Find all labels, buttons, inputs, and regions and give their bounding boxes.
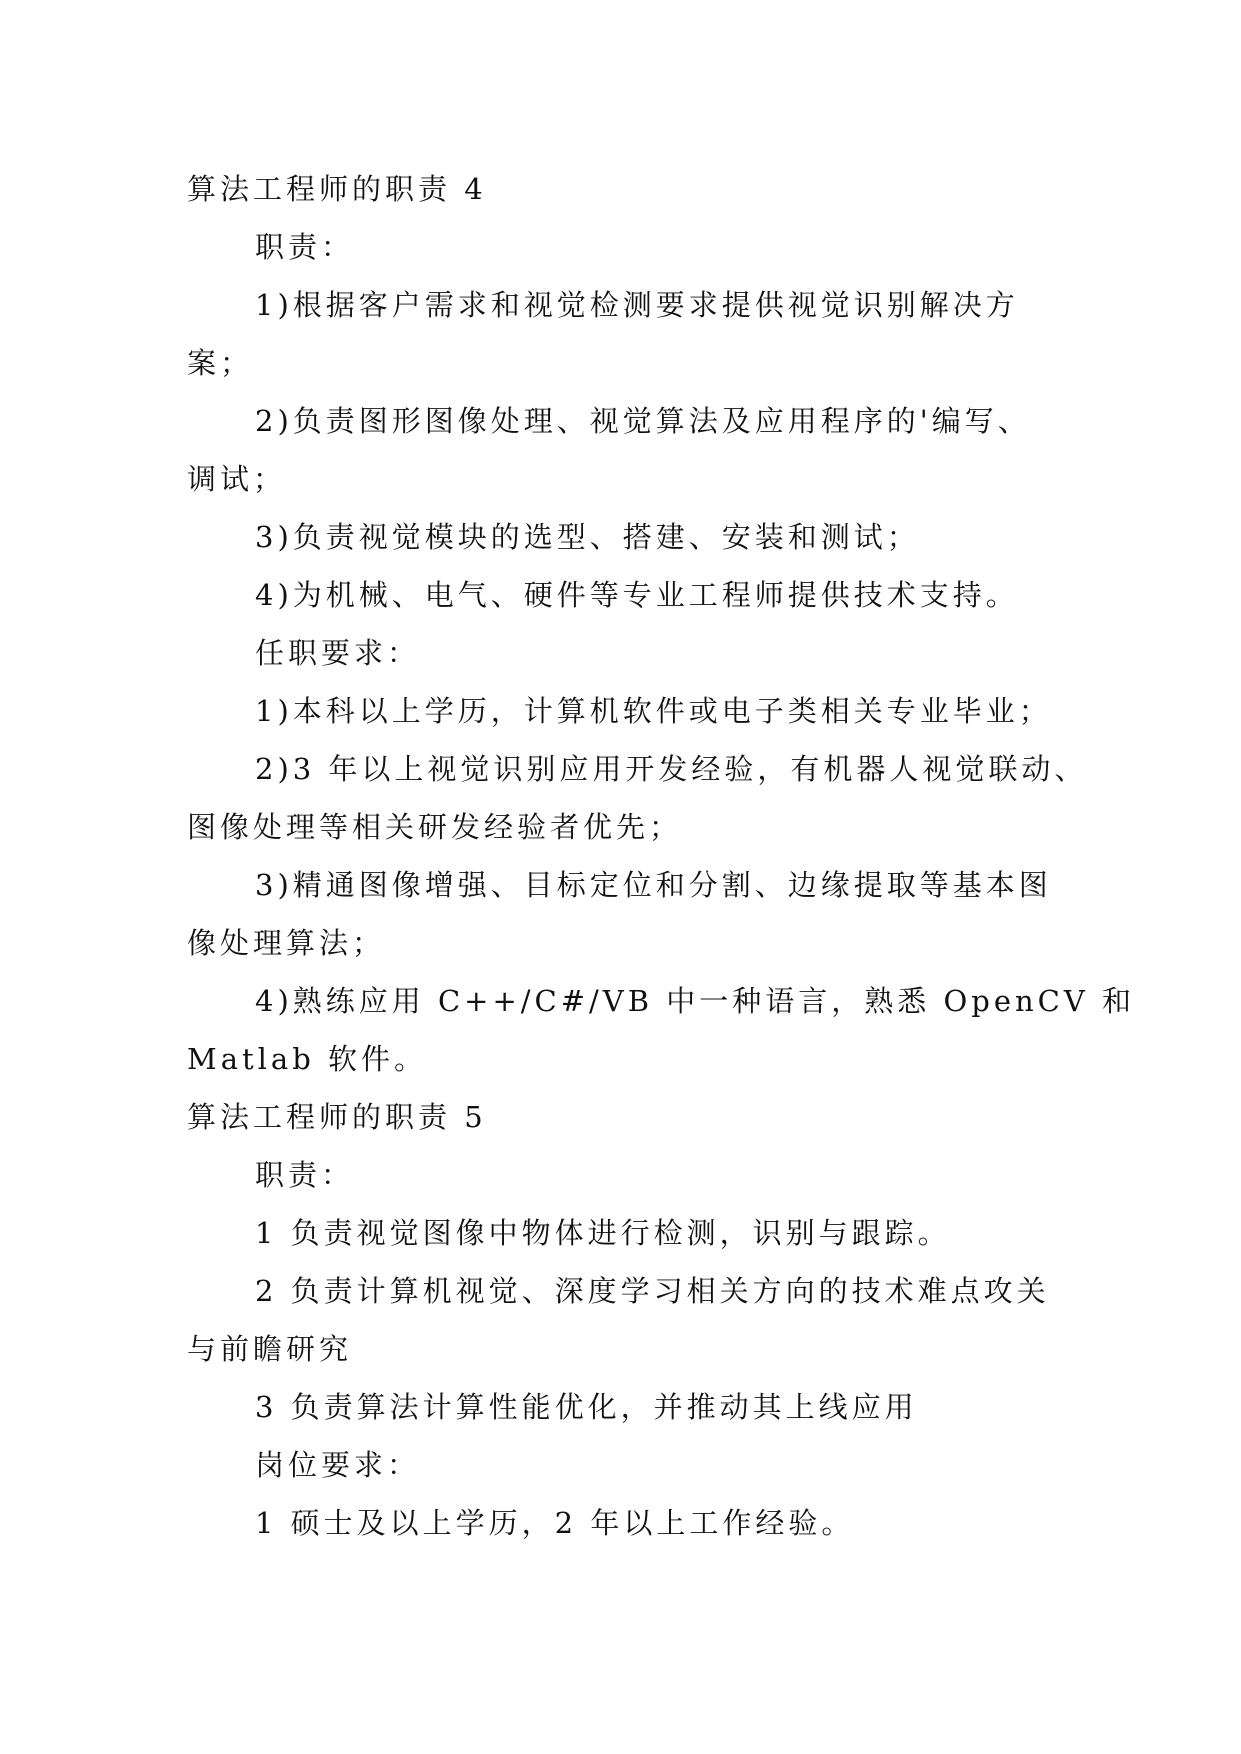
- section-heading: 算法工程师的职责 5: [187, 1100, 487, 1134]
- paragraph-line: 调试；: [187, 462, 287, 496]
- paragraph-line: 2 负责计算机视觉、深度学习相关方向的技术难点攻关: [255, 1274, 1050, 1308]
- section-label: 任职要求：: [255, 636, 421, 670]
- paragraph-line: 3 负责算法计算性能优化，并推动其上线应用: [255, 1390, 918, 1424]
- document-body: [187, 160, 1136, 1552]
- paragraph-line: 2)负责图形图像处理、视觉算法及应用程序的'编写、: [255, 404, 1031, 438]
- section-label: 职责：: [255, 230, 355, 264]
- paragraph-line: 1 硕士及以上学历，2 年以上工作经验。: [255, 1506, 855, 1540]
- paragraph-line: 1)本科以上学历，计算机软件或电子类相关专业毕业；: [255, 694, 1052, 728]
- section-heading: 算法工程师的职责 4: [187, 172, 487, 206]
- section-label: 岗位要求：: [255, 1448, 421, 1482]
- paragraph-line: 3)精通图像增强、目标定位和分割、边缘提取等基本图: [255, 868, 1052, 902]
- paragraph-line: 1 负责视觉图像中物体进行检测，识别与跟踪。: [255, 1216, 951, 1250]
- paragraph-line: Matlab 软件。: [187, 1042, 427, 1076]
- paragraph-line: 4)为机械、电气、硬件等专业工程师提供技术支持。: [255, 578, 1019, 612]
- section-label: 职责：: [255, 1158, 355, 1192]
- paragraph-line: 2)3 年以上视觉识别应用开发经验，有机器人视觉联动、: [255, 752, 1088, 786]
- paragraph-line: 与前瞻研究: [187, 1332, 353, 1366]
- paragraph-line: 3)负责视觉模块的选型、搭建、安装和测试；: [255, 520, 920, 554]
- paragraph-line: 图像处理等相关研发经验者优先；: [187, 810, 683, 844]
- paragraph-line: 像处理算法；: [187, 926, 386, 960]
- paragraph-line: 案；: [187, 346, 254, 380]
- paragraph-line: 4)熟练应用 C++/C#/VB 中一种语言，熟悉 OpenCV 和: [255, 984, 1136, 1018]
- paragraph-line: 1)根据客户需求和视觉检测要求提供视觉识别解决方: [255, 288, 1019, 322]
